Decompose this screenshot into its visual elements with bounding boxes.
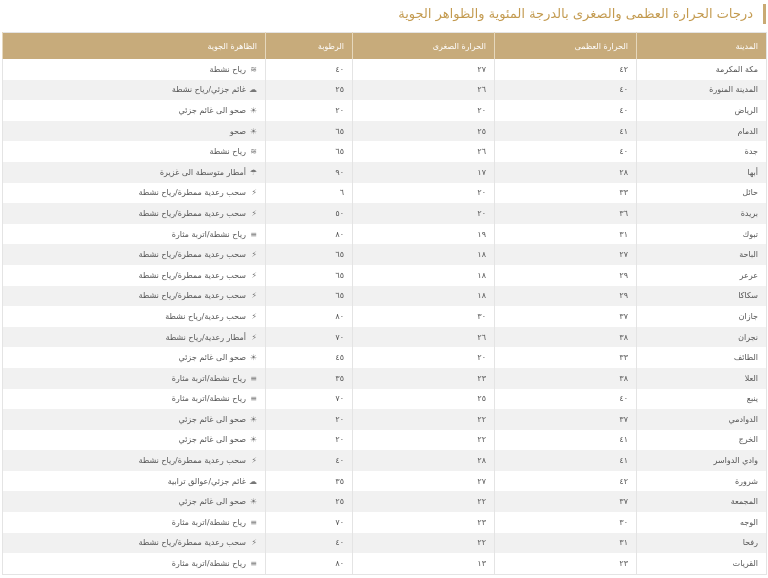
max-temp-cell: ٤١ — [495, 121, 637, 142]
phenomenon-text: غائم جزئي/عوالق ترابية — [167, 476, 246, 486]
table-row — [3, 347, 767, 368]
wind-icon: ≋ — [250, 64, 257, 74]
table-row — [3, 450, 767, 471]
max-temp-cell: ٢٩ — [495, 265, 637, 286]
sun-cloud-icon: ☀ — [249, 353, 257, 363]
phenomenon-text: رياح نشطة/اتربة مثارة — [171, 517, 246, 527]
city-cell: رفحا — [637, 533, 767, 554]
humidity-cell: ٧٠ — [266, 389, 353, 410]
humidity-cell: ٢٥ — [266, 491, 353, 512]
header-phenomenon: الظاهرة الجوية — [3, 33, 266, 60]
dust-icon: ≡ — [250, 373, 257, 383]
min-temp-cell: ١٧ — [353, 162, 495, 183]
humidity-cell: ٢٥ — [266, 80, 353, 101]
table-row — [3, 409, 767, 430]
dust-icon: ≡ — [250, 394, 257, 404]
humidity-cell: ٣٥ — [266, 368, 353, 389]
min-temp-cell: ٢٧ — [353, 59, 495, 80]
phenomenon-text: صحو الى غائم جزئي — [178, 497, 246, 507]
thunder-wind-icon: ⚡ — [251, 291, 257, 301]
phenomenon-cell — [3, 265, 266, 286]
thunder-wind-icon: ⚡ — [251, 332, 257, 342]
phenomenon-cell — [3, 224, 266, 245]
city-cell: العلا — [637, 368, 767, 389]
table-row — [3, 224, 767, 245]
city-cell: جازان — [637, 306, 767, 327]
city-cell: نجران — [637, 327, 767, 348]
sun-cloud-icon: ☀ — [249, 414, 257, 424]
city-cell: المدينة المنورة — [637, 80, 767, 101]
humidity-cell: ٤٠ — [266, 533, 353, 554]
rain-icon: ☂ — [249, 167, 257, 177]
table-row — [3, 162, 767, 183]
min-temp-cell: ٢٦ — [353, 327, 495, 348]
table-body — [3, 59, 767, 574]
phenomenon-text: صحو الى غائم جزئي — [178, 435, 246, 445]
min-temp-cell: ٢٧ — [353, 471, 495, 492]
min-temp-cell: ٢٣ — [353, 512, 495, 533]
humidity-cell: ٦ — [266, 183, 353, 204]
table-row — [3, 471, 767, 492]
sun-cloud-icon: ☀ — [249, 497, 257, 507]
min-temp-cell: ٢٠ — [353, 203, 495, 224]
city-cell: ينبع — [637, 389, 767, 410]
phenomenon-cell — [3, 471, 266, 492]
sun-icon: ☀ — [249, 126, 257, 136]
phenomenon-cell — [3, 368, 266, 389]
max-temp-cell: ٤١ — [495, 430, 637, 451]
table-row — [3, 59, 767, 80]
city-cell: جدة — [637, 141, 767, 162]
max-temp-cell: ٣١ — [495, 224, 637, 245]
table-row — [3, 265, 767, 286]
max-temp-cell: ٤٠ — [495, 141, 637, 162]
city-cell: الباحة — [637, 244, 767, 265]
phenomenon-cell — [3, 121, 266, 142]
phenomenon-text: رياح نشطة/اتربة مثارة — [171, 229, 246, 239]
table-row — [3, 203, 767, 224]
min-temp-cell: ٢٢ — [353, 491, 495, 512]
phenomenon-text: سحب رعدية ممطرة/رياح نشطة — [138, 291, 246, 301]
phenomenon-cell — [3, 59, 266, 80]
phenomenon-cell — [3, 491, 266, 512]
city-cell: عرعر — [637, 265, 767, 286]
table-row — [3, 286, 767, 307]
table-row — [3, 183, 767, 204]
phenomenon-cell — [3, 409, 266, 430]
phenomenon-text: رياح نشطة/اتربة مثارة — [171, 559, 246, 569]
phenomenon-text: أمطار متوسطة الى غزيرة — [159, 167, 246, 177]
thunder-wind-icon: ⚡ — [251, 250, 257, 260]
min-temp-cell: ٢٢ — [353, 533, 495, 554]
table-row — [3, 327, 767, 348]
phenomenon-text: سحب رعدية ممطرة/رياح نشطة — [138, 208, 246, 218]
max-temp-cell: ٢٩ — [495, 286, 637, 307]
city-cell: الوجه — [637, 512, 767, 533]
phenomenon-cell — [3, 141, 266, 162]
thunder-wind-icon: ⚡ — [251, 188, 257, 198]
min-temp-cell: ٢٦ — [353, 141, 495, 162]
page-title: درجات الحرارة العظمى والصغرى بالدرجة المئوية والظواهر الجوية — [398, 6, 753, 22]
phenomenon-text: سحب رعدية ممطرة/رياح نشطة — [138, 270, 246, 280]
max-temp-cell: ٣٦ — [495, 203, 637, 224]
phenomenon-cell — [3, 244, 266, 265]
city-cell: وادي الدواسر — [637, 450, 767, 471]
phenomenon-cell — [3, 183, 266, 204]
dust-icon: ≡ — [250, 229, 257, 239]
phenomenon-text: صحو الى غائم جزئي — [178, 353, 246, 363]
humidity-cell: ٨٠ — [266, 224, 353, 245]
phenomenon-text: سحب رعدية ممطرة/رياح نشطة — [138, 188, 246, 198]
humidity-cell: ٢٠ — [266, 100, 353, 121]
max-temp-cell: ٣٨ — [495, 327, 637, 348]
min-temp-cell: ١٣ — [353, 553, 495, 574]
table-row — [3, 141, 767, 162]
max-temp-cell: ٣٨ — [495, 368, 637, 389]
phenomenon-cell — [3, 512, 266, 533]
max-temp-cell: ٢٨ — [495, 162, 637, 183]
max-temp-cell: ٣٣ — [495, 183, 637, 204]
max-temp-cell: ٤٠ — [495, 389, 637, 410]
phenomenon-text: أمطار رعدية/رياح نشطة — [165, 332, 246, 342]
min-temp-cell: ١٩ — [353, 224, 495, 245]
max-temp-cell: ٤١ — [495, 450, 637, 471]
humidity-cell: ٥٠ — [266, 203, 353, 224]
humidity-cell: ٤٥ — [266, 347, 353, 368]
min-temp-cell: ٢٠ — [353, 183, 495, 204]
table-row — [3, 80, 767, 101]
table-header — [3, 33, 767, 60]
sun-cloud-icon: ☀ — [249, 435, 257, 445]
dust-icon: ≡ — [250, 559, 257, 569]
city-cell: شرورة — [637, 471, 767, 492]
header-max-temp: الحرارة العظمى — [495, 33, 637, 60]
humidity-cell: ٦٥ — [266, 141, 353, 162]
header-min-temp: الحرارة الصغرى — [353, 33, 495, 60]
table-row — [3, 430, 767, 451]
phenomenon-text: سحب رعدية/رياح نشطة — [165, 311, 246, 321]
min-temp-cell: ٢٥ — [353, 121, 495, 142]
phenomenon-cell — [3, 80, 266, 101]
city-cell: أبها — [637, 162, 767, 183]
phenomenon-cell — [3, 286, 266, 307]
dust-icon: ≡ — [250, 517, 257, 527]
city-cell: مكة المكرمة — [637, 59, 767, 80]
phenomenon-text: سحب رعدية ممطرة/رياح نشطة — [138, 538, 246, 548]
cloud-dust-icon: ☁ — [249, 476, 257, 486]
max-temp-cell: ٣٣ — [495, 347, 637, 368]
humidity-cell: ٧٠ — [266, 512, 353, 533]
thunder-wind-icon: ⚡ — [251, 311, 257, 321]
max-temp-cell: ٣٧ — [495, 306, 637, 327]
cloud-wind-icon: ☁ — [249, 85, 257, 95]
phenomenon-text: سحب رعدية ممطرة/رياح نشطة — [138, 250, 246, 260]
table-row — [3, 553, 767, 574]
title-bar — [398, 4, 766, 24]
city-cell: بريدة — [637, 203, 767, 224]
phenomenon-text: سحب رعدية ممطرة/رياح نشطة — [138, 456, 246, 466]
min-temp-cell: ١٨ — [353, 286, 495, 307]
min-temp-cell: ٢٦ — [353, 80, 495, 101]
phenomenon-cell — [3, 162, 266, 183]
weather-table — [2, 32, 767, 575]
phenomenon-cell — [3, 347, 266, 368]
humidity-cell: ٦٥ — [266, 121, 353, 142]
city-cell: الطائف — [637, 347, 767, 368]
table-row — [3, 121, 767, 142]
city-cell: المجمعة — [637, 491, 767, 512]
humidity-cell: ٦٥ — [266, 265, 353, 286]
min-temp-cell: ٢٠ — [353, 347, 495, 368]
city-cell: الرياض — [637, 100, 767, 121]
phenomenon-cell — [3, 327, 266, 348]
phenomenon-cell — [3, 100, 266, 121]
min-temp-cell: ٢٢ — [353, 430, 495, 451]
min-temp-cell: ٢٨ — [353, 450, 495, 471]
humidity-cell: ٢٠ — [266, 430, 353, 451]
table-row — [3, 389, 767, 410]
thunder-wind-icon: ⚡ — [251, 456, 257, 466]
max-temp-cell: ٣٠ — [495, 512, 637, 533]
sun-cloud-icon: ☀ — [249, 105, 257, 115]
max-temp-cell: ٤٠ — [495, 80, 637, 101]
humidity-cell: ٣٥ — [266, 471, 353, 492]
max-temp-cell: ٤٠ — [495, 100, 637, 121]
humidity-cell: ٧٠ — [266, 327, 353, 348]
table-row — [3, 100, 767, 121]
humidity-cell: ٦٥ — [266, 286, 353, 307]
max-temp-cell: ٣٧ — [495, 491, 637, 512]
city-cell: الخرج — [637, 430, 767, 451]
humidity-cell: ٦٥ — [266, 244, 353, 265]
city-cell: الدوادمي — [637, 409, 767, 430]
min-temp-cell: ٢٣ — [353, 368, 495, 389]
city-cell: القريات — [637, 553, 767, 574]
humidity-cell: ٢٠ — [266, 409, 353, 430]
wind-icon: ≋ — [250, 147, 257, 157]
table-row — [3, 368, 767, 389]
phenomenon-text: صحو — [229, 126, 246, 136]
min-temp-cell: ١٨ — [353, 244, 495, 265]
min-temp-cell: ١٨ — [353, 265, 495, 286]
max-temp-cell: ٣١ — [495, 533, 637, 554]
max-temp-cell: ٤٢ — [495, 59, 637, 80]
humidity-cell: ٨٠ — [266, 553, 353, 574]
phenomenon-text: رياح نشطة/اتربة مثارة — [171, 373, 246, 383]
phenomenon-cell — [3, 450, 266, 471]
humidity-cell: ٤٠ — [266, 450, 353, 471]
table-row — [3, 244, 767, 265]
humidity-cell: ٩٠ — [266, 162, 353, 183]
phenomenon-cell — [3, 306, 266, 327]
phenomenon-text: غائم جزئي/رياح نشطة — [171, 85, 246, 95]
max-temp-cell: ٣٧ — [495, 409, 637, 430]
table-row — [3, 306, 767, 327]
city-cell: حائل — [637, 183, 767, 204]
humidity-cell: ٤٠ — [266, 59, 353, 80]
min-temp-cell: ٢٥ — [353, 389, 495, 410]
header-city: المدينة — [637, 33, 767, 60]
max-temp-cell: ٢٧ — [495, 244, 637, 265]
max-temp-cell: ٤٢ — [495, 471, 637, 492]
humidity-cell: ٨٠ — [266, 306, 353, 327]
min-temp-cell: ٣٠ — [353, 306, 495, 327]
table-row — [3, 491, 767, 512]
city-cell: سكاكا — [637, 286, 767, 307]
table-row — [3, 533, 767, 554]
phenomenon-cell — [3, 430, 266, 451]
min-temp-cell: ٢٠ — [353, 100, 495, 121]
phenomenon-cell — [3, 553, 266, 574]
phenomenon-cell — [3, 533, 266, 554]
phenomenon-text: رياح نشطة/اتربة مثارة — [171, 394, 246, 404]
thunder-wind-icon: ⚡ — [251, 208, 257, 218]
min-temp-cell: ٢٢ — [353, 409, 495, 430]
phenomenon-text: رياح نشطة — [209, 64, 246, 74]
thunder-wind-icon: ⚡ — [251, 538, 257, 548]
max-temp-cell: ٢٣ — [495, 553, 637, 574]
phenomenon-text: رياح نشطة — [209, 147, 246, 157]
thunder-wind-icon: ⚡ — [251, 270, 257, 280]
phenomenon-cell — [3, 203, 266, 224]
city-cell: تبوك — [637, 224, 767, 245]
header-humidity: الرطوبة — [266, 33, 353, 60]
table-row — [3, 512, 767, 533]
phenomenon-cell — [3, 389, 266, 410]
phenomenon-text: صحو الى غائم جزئي — [178, 105, 246, 115]
city-cell: الدمام — [637, 121, 767, 142]
phenomenon-text: صحو الى غائم جزئي — [178, 414, 246, 424]
